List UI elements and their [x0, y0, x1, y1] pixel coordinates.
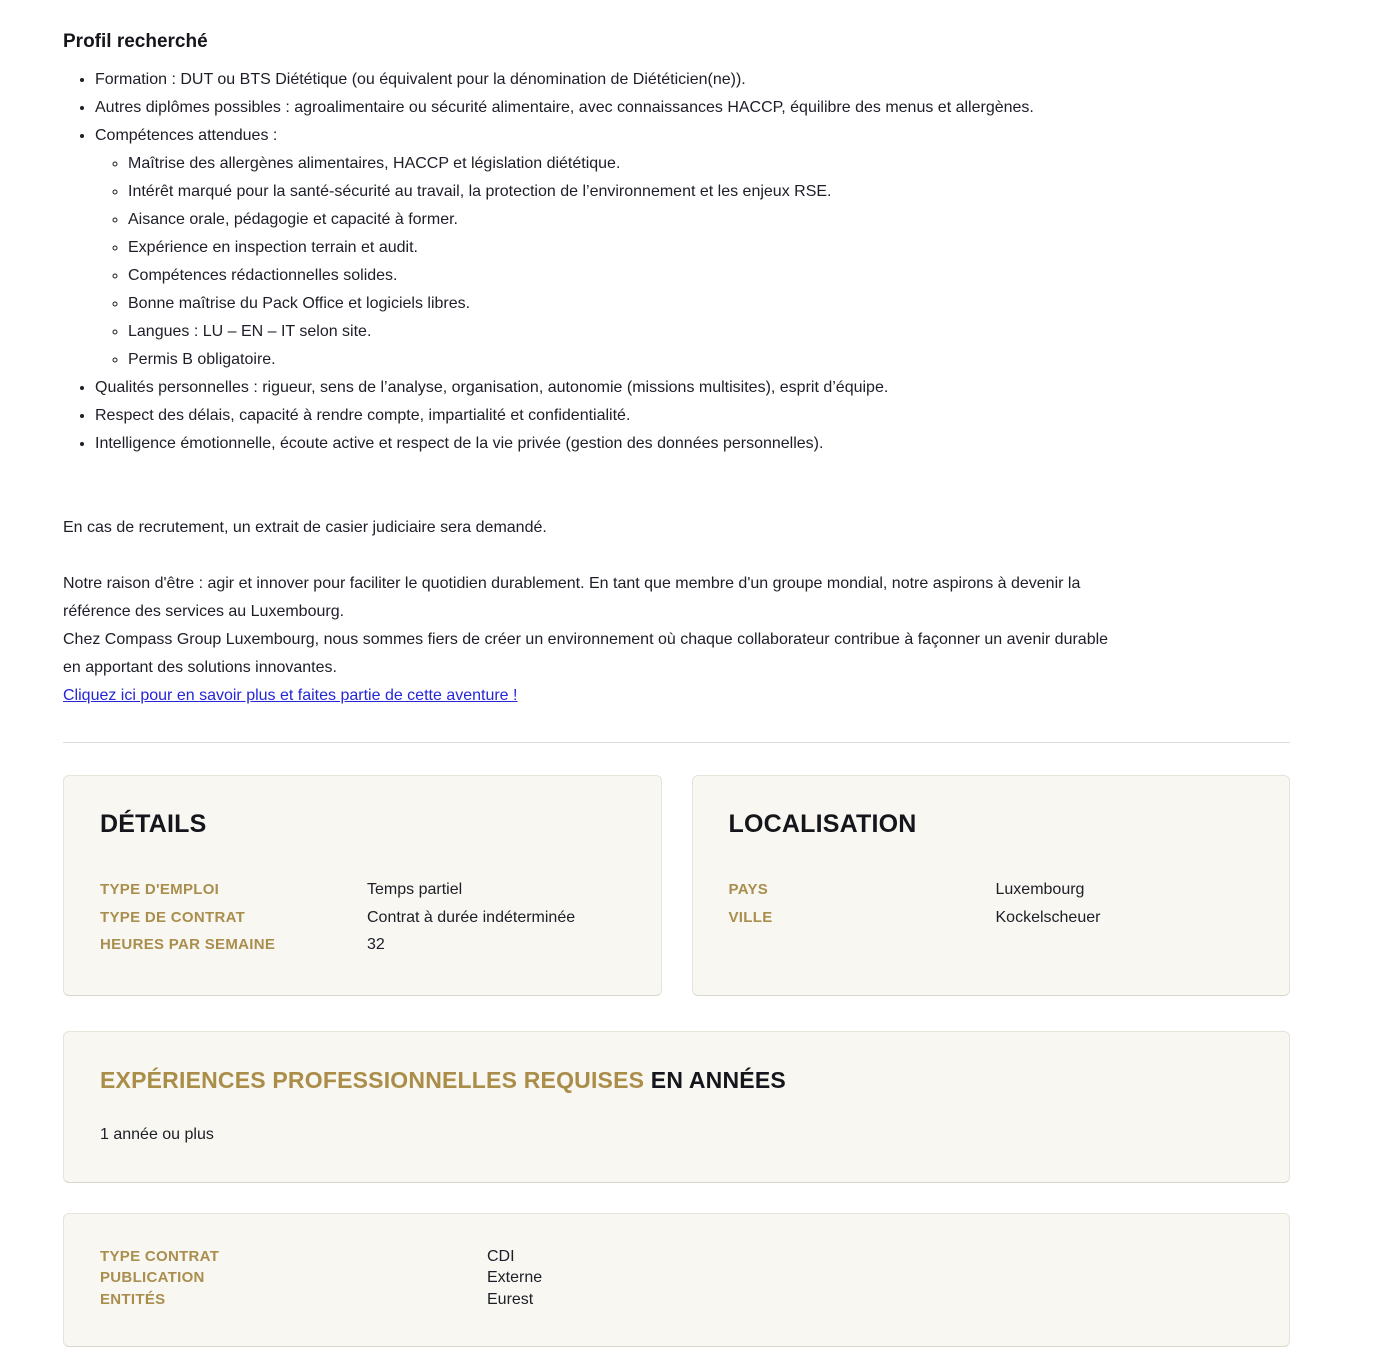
- profile-bullet: • Formation : DUT ou BTS Diététique (ou équivalent pour la dénomination de Diététicien(ne)).: [95, 66, 1290, 94]
- field-label: TYPE DE CONTRAT: [100, 908, 246, 926]
- field-label: ENTITÉS: [100, 1290, 166, 1308]
- job-posting-page: [63, 0, 1290, 1372]
- field-value: CDI: [487, 1247, 515, 1265]
- profile-list: [63, 66, 1290, 458]
- field-value: 32: [367, 936, 385, 953]
- profile-section: [63, 30, 1290, 458]
- paragraph-raison-lines: [63, 570, 1290, 682]
- paragraph-line: en apportant des solutions innovantes.: [63, 659, 337, 676]
- experience-title-black: EN ANNÉES: [650, 1066, 786, 1093]
- meta-rows: [100, 1246, 1253, 1311]
- field-label: TYPE D'EMPLOI: [100, 881, 220, 898]
- section-divider: [63, 742, 1290, 743]
- paragraph-line: Notre raison d'être : agir et innover pour faciliter le quotidien durablement. En tant que membre d'un groupe mondial, notre aspirons à devenir la: [63, 575, 1081, 592]
- profile-bullet: • Autres diplômes possibles : agroalimentaire ou sécurité alimentaire, avec connaissances HACCP, équilibre des menus et allergènes.: [95, 94, 1290, 122]
- location-card: [692, 775, 1291, 996]
- profile-sub-bullet: ◦ Maîtrise des allergènes alimentaires, HACCP et législation diététique.: [128, 150, 1290, 178]
- paragraph-casier: En cas de recrutement, un extrait de casier judiciaire sera demandé.: [63, 519, 547, 536]
- link-line: [63, 682, 1290, 710]
- details-rows: [100, 876, 625, 959]
- profile-bullet: • Compétences attendues : ◦ Maîtrise des allergènes alimentaires, HACCP et législation diététique. ◦ Intérêt marqué pour la santé-sécurité au travail, la protection de l’environnement et les enjeux RSE. ◦ Aisance orale, pédagogie et capacité à former. ◦ Expérience en inspection terrain et audit. ◦ Compétences rédactionnelles solides. ◦ Bonne maîtrise du Pack Office et logiciels libres. ◦ Langues : LU – EN – IT selon site. ◦ Permis B obligatoire.: [95, 122, 1290, 374]
- field-value: Temps partiel: [367, 881, 463, 898]
- meta-card: [63, 1213, 1290, 1348]
- details-card: [63, 775, 662, 996]
- info-cards-row: [63, 775, 1290, 996]
- profile-sub-bullet: ◦ Langues : LU – EN – IT selon site.: [128, 318, 1290, 346]
- experience-card-title: [100, 1066, 1253, 1094]
- field-label: PUBLICATION: [100, 1269, 205, 1286]
- more-info-link[interactable]: Cliquez ici pour en savoir plus et faites partie de cette aventure !: [63, 687, 518, 704]
- paragraph-line: Chez Compass Group Luxembourg, nous sommes fiers de créer un environnement où chaque collaborateur contribue à façonner un avenir durable: [63, 631, 1109, 648]
- field-label: VILLE: [728, 908, 773, 926]
- paragraph-raison: [63, 570, 1290, 710]
- experience-title-gold: EXPÉRIENCES PROFESSIONNELLES REQUISES: [100, 1066, 645, 1093]
- profile-bullet: • Respect des délais, capacité à rendre compte, impartialité et confidentialité.: [95, 402, 1290, 430]
- field-value: Luxembourg: [995, 881, 1085, 898]
- field-value: Kockelscheuer: [995, 908, 1101, 926]
- experience-card: [63, 1031, 1290, 1183]
- field-label: HEURES PAR SEMAINE: [100, 936, 276, 953]
- field-value: Eurest: [487, 1290, 534, 1308]
- profile-sub-bullet: ◦ Permis B obligatoire.: [128, 346, 1290, 374]
- profile-sub-bullet: ◦ Compétences rédactionnelles solides.: [128, 262, 1290, 290]
- details-card-title: DÉTAILS: [100, 810, 207, 838]
- profile-sub-bullet: ◦ Bonne maîtrise du Pack Office et logiciels libres.: [128, 290, 1290, 318]
- profile-sub-bullet: ◦ Intérêt marqué pour la santé-sécurité au travail, la protection de l’environnement et les enjeux RSE.: [128, 178, 1290, 206]
- field-label: TYPE CONTRAT: [100, 1247, 220, 1265]
- profile-bullet: • Intelligence émotionnelle, écoute active et respect de la vie privée (gestion des données personnelles).: [95, 430, 1290, 458]
- paragraph-line: référence des services au Luxembourg.: [63, 603, 345, 620]
- field-label: PAYS: [728, 881, 769, 898]
- profile-sub-list: [95, 150, 1290, 374]
- field-value: Contrat à durée indéterminée: [367, 908, 576, 926]
- profile-bullet: • Qualités personnelles : rigueur, sens de l’analyse, organisation, autonomie (missions multisites), esprit d’équipe.: [95, 374, 1290, 402]
- profile-sub-bullet: ◦ Aisance orale, pédagogie et capacité à former.: [128, 206, 1290, 234]
- location-rows: [729, 876, 1254, 931]
- field-value: Externe: [487, 1269, 543, 1286]
- experience-value: 1 année ou plus: [100, 1125, 214, 1143]
- profile-sub-bullet: ◦ Expérience en inspection terrain et audit.: [128, 234, 1290, 262]
- profile-heading: Profil recherché: [63, 31, 208, 52]
- location-card-title: LOCALISATION: [728, 810, 917, 838]
